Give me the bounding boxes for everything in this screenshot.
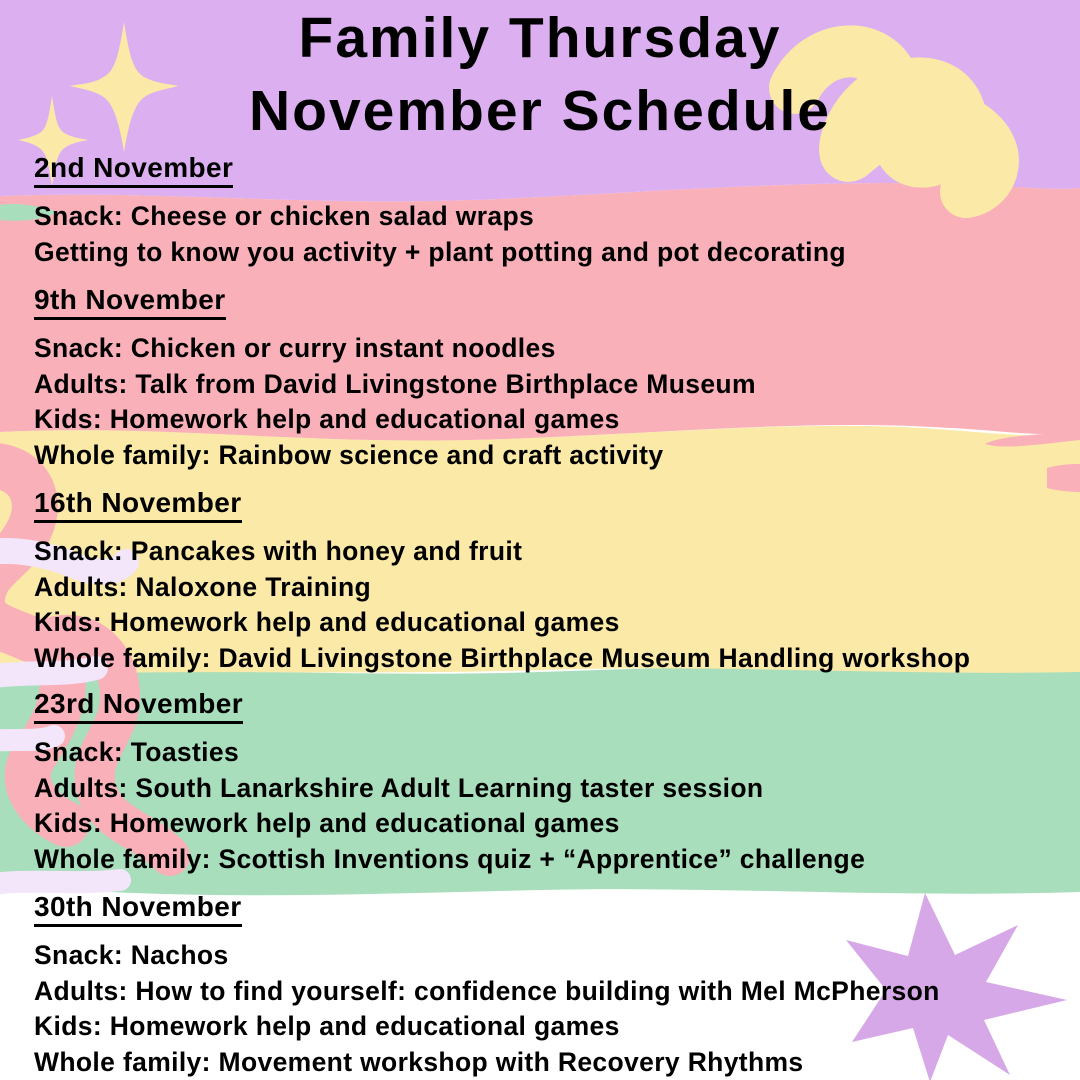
section-line: Snack: Chicken or curry instant noodles bbox=[34, 333, 556, 363]
section-line: Adults: How to find yourself: confidence building with Mel McPherson bbox=[34, 975, 940, 1006]
section-date-heading: 23rd November bbox=[34, 688, 243, 724]
section-line: Whole family: Rainbow science and craft activity bbox=[34, 439, 664, 470]
page-title bbox=[0, 2, 1080, 148]
section-line: Snack: Pancakes with honey and fruit bbox=[34, 536, 523, 566]
section-line: Getting to know you activity + plant potting and pot decorating bbox=[34, 236, 846, 267]
schedule-section-16th-november bbox=[34, 487, 1070, 676]
section-line: Snack: Cheese or chicken salad wraps bbox=[34, 201, 535, 231]
section-line: Kids: Homework help and educational games bbox=[34, 404, 620, 434]
schedule-section-9th-november bbox=[34, 284, 1070, 473]
schedule-section-30th-november bbox=[34, 891, 1070, 1080]
section-line: Kids: Homework help and educational games bbox=[34, 607, 620, 637]
section-line: Kids: Homework help and educational games bbox=[34, 808, 620, 838]
page-title-line1: Family Thursday bbox=[298, 6, 782, 70]
section-line: Kids: Homework help and educational games bbox=[34, 1011, 620, 1041]
section-line: Whole family: Movement workshop with Recovery Rhythms bbox=[34, 1046, 804, 1077]
section-line: Adults: Talk from David Livingstone Birthplace Museum bbox=[34, 368, 756, 399]
section-line: Whole family: Scottish Inventions quiz + “Apprentice” challenge bbox=[34, 843, 866, 874]
section-date-heading: 9th November bbox=[34, 284, 226, 320]
page-title-line2: November Schedule bbox=[248, 78, 831, 143]
section-line: Whole family: David Livingstone Birthplace Museum Handling workshop bbox=[34, 642, 971, 673]
schedule-list bbox=[34, 152, 1070, 1080]
section-date-heading: 30th November bbox=[34, 891, 242, 927]
schedule-section-23rd-november bbox=[34, 688, 1070, 877]
section-line: Adults: Naloxone Training bbox=[34, 571, 372, 602]
section-date-heading: 16th November bbox=[34, 487, 242, 523]
schedule-section-2nd-november bbox=[34, 152, 1070, 270]
section-line: Adults: South Lanarkshire Adult Learning taster session bbox=[34, 772, 764, 803]
section-date-heading: 2nd November bbox=[34, 152, 233, 188]
section-line: Snack: Nachos bbox=[34, 940, 229, 970]
section-line: Snack: Toasties bbox=[34, 737, 240, 767]
